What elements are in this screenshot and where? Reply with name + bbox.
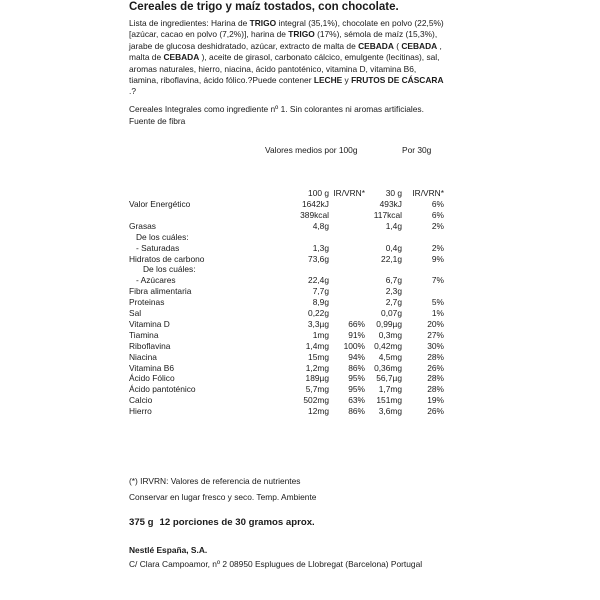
- value-30g: 151mg: [376, 395, 402, 406]
- row-label: Niacina: [129, 351, 157, 362]
- table-row: [117, 308, 447, 319]
- row-label: - Saturadas: [129, 242, 180, 253]
- value-100g: 189µg: [305, 373, 329, 384]
- claim-wholegrain: Cereales Integrales como ingrediente nº 1. Sin colorantes ni aromas artificiales.: [129, 104, 424, 114]
- product-title: Cereales de trigo y maíz tostados, con chocolate.: [129, 1, 399, 13]
- header-per-100g: Valores medios por 100g: [265, 145, 358, 155]
- table-row: [117, 341, 447, 352]
- net-weight: [129, 517, 315, 528]
- row-label: Ácido Fólico: [129, 373, 175, 384]
- irvrn-30g: 20%: [427, 318, 444, 329]
- table-row: [117, 210, 447, 221]
- table-row: [117, 232, 447, 243]
- row-label: Fibra alimentaria: [129, 286, 192, 297]
- footnote: (*) IRVRN: Valores de referencia de nutrientes: [129, 476, 301, 486]
- allergen-highlight: CEBADA: [163, 52, 200, 63]
- table-row: [117, 286, 447, 297]
- irvrn-30g: 6%: [431, 209, 444, 220]
- table-row: [117, 384, 447, 395]
- irvrn-30g: 2%: [431, 242, 444, 253]
- ingredients-list: [129, 18, 447, 98]
- value-100g: 5,7mg: [305, 384, 329, 395]
- value-100g: 1mg: [312, 329, 329, 340]
- unit-30g: 30 g: [385, 188, 402, 198]
- value-30g: 0,3mg: [378, 329, 402, 340]
- unit-100g: 100 g: [308, 188, 329, 198]
- value-30g: 0,4g: [385, 242, 402, 253]
- table-row: [117, 275, 447, 286]
- table-row: [117, 264, 447, 275]
- units-row: [117, 188, 447, 199]
- value-30g: 1,4g: [385, 220, 402, 231]
- ingredients-text: ), aceite de girasol, carbonato cálcico, emulgente (lecitinas), sal, aromas naturales, hierro, niacina, ácido pantoténico, vitamina D, vitamina B6, tiamina, riboflavina, ácido fólico.?Puede contener: [129, 52, 440, 86]
- ingredients-text: integral (35,1%), chocolate en polvo (22,5%) [azúcar, cacao en polvo (7,2%)], harina de: [129, 18, 444, 40]
- irvrn-30g: 6%: [431, 199, 444, 209]
- row-label: - Azúcares: [129, 275, 176, 286]
- row-label: Riboflavina: [129, 340, 171, 351]
- ingredients-text: Lista de ingredientes: Harina de: [129, 18, 250, 28]
- ingredients-text: , malta de: [129, 40, 442, 63]
- allergen-highlight: CEBADA: [358, 40, 394, 51]
- value-100g: 1642kJ: [301, 199, 329, 209]
- allergen-highlight: TRIGO: [249, 18, 277, 28]
- value-100g: 4,8g: [312, 220, 329, 231]
- row-label: De los cuáles:: [129, 264, 196, 275]
- value-30g: 2,3g: [385, 286, 402, 297]
- unit-irvrn-100: IR/VRN*: [333, 188, 365, 198]
- table-row: [117, 373, 447, 384]
- value-100g: 389kcal: [300, 209, 329, 220]
- table-row: [117, 395, 447, 406]
- row-label: Hidratos de carbono: [129, 253, 205, 264]
- value-100g: 1,2mg: [305, 362, 329, 373]
- row-label: Calcio: [129, 395, 153, 406]
- value-30g: 493kJ: [379, 199, 402, 209]
- irvrn-100g: 66%: [348, 318, 365, 329]
- irvrn-100g: 86%: [348, 362, 365, 373]
- value-100g: 22,4g: [308, 275, 329, 286]
- irvrn-100g: 63%: [348, 395, 365, 406]
- value-30g: 1,7mg: [378, 384, 402, 395]
- row-label: Proteinas: [129, 297, 165, 308]
- row-label: Tiamina: [129, 329, 159, 340]
- value-100g: 1,4mg: [305, 340, 329, 351]
- value-30g: 117kcal: [373, 209, 402, 220]
- row-label: Ácido pantoténico: [129, 384, 196, 395]
- table-row: [117, 297, 447, 308]
- allergen-highlight: CEBADA: [401, 40, 438, 51]
- value-30g: 0,99µg: [376, 318, 402, 329]
- row-label: Grasas: [129, 220, 156, 231]
- value-30g: 4,5mg: [378, 351, 402, 362]
- ingredients-text: .?: [129, 86, 136, 97]
- irvrn-30g: 1%: [431, 308, 444, 318]
- company-address: C/ Clara Campoamor, nº 2 08950 Esplugues de Llobregat (Barcelona) Portugal: [129, 559, 423, 569]
- allergen-highlight: TRIGO: [288, 29, 315, 40]
- value-30g: 56,7µg: [376, 373, 402, 384]
- value-100g: 12mg: [308, 406, 329, 417]
- value-100g: 73,6g: [308, 253, 329, 264]
- ingredients-text: (: [393, 40, 402, 51]
- irvrn-100g: 100%: [343, 340, 365, 351]
- table-row: [117, 199, 447, 210]
- value-100g: 15mg: [308, 351, 329, 362]
- portions-text: 12 porciones de 30 gramos aprox.: [159, 517, 315, 528]
- irvrn-30g: 28%: [427, 373, 444, 384]
- weight-value: 375 g: [129, 517, 154, 528]
- company-name: Nestlé España, S.A.: [129, 545, 208, 555]
- irvrn-100g: 86%: [348, 406, 365, 417]
- irvrn-30g: 2%: [431, 220, 444, 231]
- value-100g: 502mg: [303, 395, 329, 406]
- nutrition-label: [117, 0, 447, 600]
- row-label: Valor Energético: [129, 199, 191, 209]
- table-row: [117, 221, 447, 232]
- irvrn-30g: 27%: [427, 329, 444, 340]
- value-100g: 1,3g: [312, 242, 329, 253]
- irvrn-30g: 28%: [427, 351, 444, 362]
- value-30g: 0,42mg: [374, 340, 402, 351]
- ingredients-text: y: [342, 75, 352, 86]
- irvrn-30g: 26%: [427, 406, 444, 417]
- irvrn-30g: 28%: [427, 384, 444, 395]
- value-100g: 3,3µg: [307, 318, 329, 329]
- value-30g: 0,07g: [381, 308, 402, 318]
- irvrn-100g: 95%: [348, 384, 365, 395]
- row-label: De los cuáles:: [129, 231, 189, 242]
- irvrn-100g: 95%: [348, 373, 365, 384]
- value-30g: 6,7g: [385, 275, 402, 286]
- allergen-highlight: FRUTOS DE CÁSCARA: [351, 75, 444, 86]
- allergen-highlight: LECHE: [313, 75, 343, 86]
- table-row: [117, 406, 447, 417]
- row-label: Sal: [129, 308, 142, 318]
- value-100g: 0,22g: [308, 308, 329, 318]
- ingredients-text: (17%), sémola de maíz (15,3%), jarabe de glucosa deshidratado, azúcar, extracto de malta de: [129, 29, 438, 51]
- irvrn-30g: 19%: [427, 395, 444, 406]
- row-label: Vitamina D: [129, 318, 170, 329]
- irvrn-30g: 5%: [431, 297, 444, 308]
- unit-irvrn-30: IR/VRN*: [412, 188, 444, 198]
- table-row: [117, 243, 447, 254]
- value-100g: 7,7g: [312, 286, 329, 297]
- irvrn-30g: 30%: [427, 340, 444, 351]
- irvrn-100g: 94%: [348, 351, 365, 362]
- row-label: Hierro: [129, 406, 152, 417]
- value-30g: 2,7g: [385, 297, 402, 308]
- value-100g: 8,9g: [312, 297, 329, 308]
- value-30g: 0,36mg: [374, 362, 402, 373]
- header-per-30g: Por 30g: [402, 145, 432, 155]
- row-label: Vitamina B6: [129, 362, 175, 373]
- value-30g: 3,6mg: [378, 406, 402, 417]
- claim-fiber: Fuente de fibra: [129, 116, 186, 126]
- table-row: [117, 319, 447, 330]
- storage-instructions: Conservar en lugar fresco y seco. Temp. Ambiente: [129, 492, 317, 502]
- table-row: [117, 330, 447, 341]
- irvrn-30g: 7%: [431, 275, 444, 286]
- irvrn-30g: 26%: [427, 362, 444, 373]
- value-30g: 22,1g: [381, 253, 402, 264]
- irvrn-100g: 91%: [348, 329, 365, 340]
- irvrn-30g: 9%: [431, 253, 444, 264]
- table-row: [117, 352, 447, 363]
- table-row: [117, 363, 447, 374]
- table-row: [117, 254, 447, 265]
